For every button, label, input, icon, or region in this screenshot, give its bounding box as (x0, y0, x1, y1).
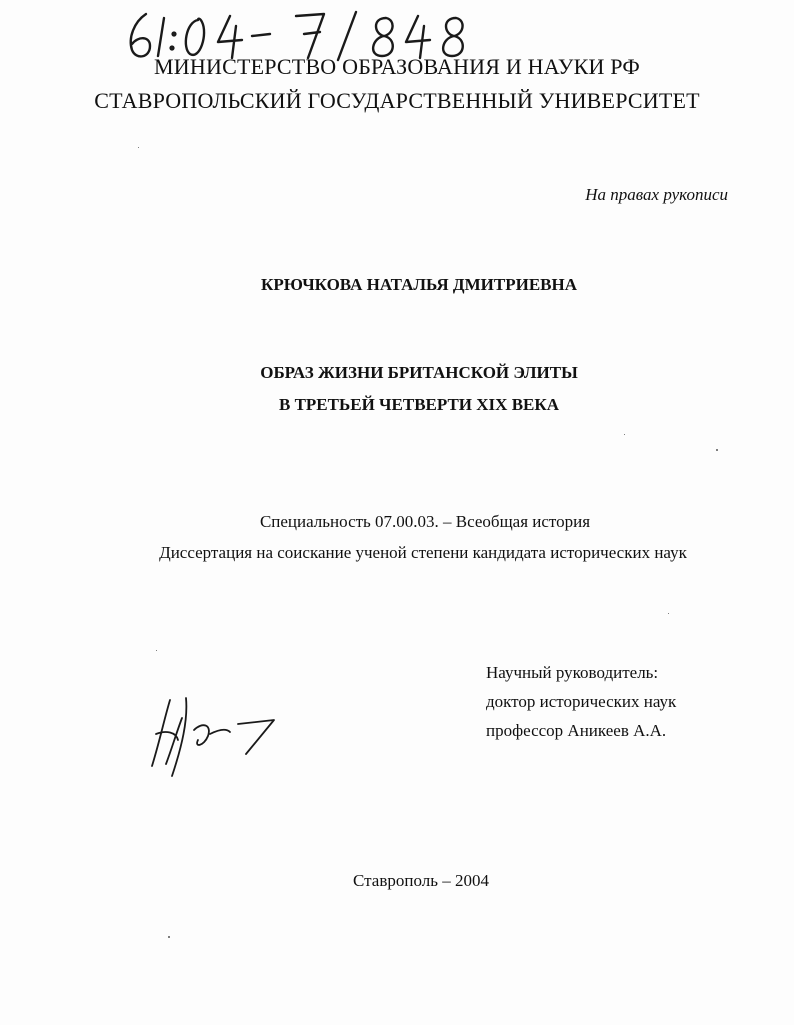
dissertation-title-line-2: В ТРЕТЬЕЙ ЧЕТВЕРТИ XIX ВЕКА (279, 395, 559, 414)
degree-line: Диссертация на соискание ученой степени кандидата исторических наук (159, 543, 687, 562)
scan-speck (168, 936, 170, 938)
university-heading: СТАВРОПОЛЬСКИЙ ГОСУДАРСТВЕННЫЙ УНИВЕРСИТЕТ (94, 88, 700, 113)
scan-speck (668, 613, 669, 614)
author-name: КРЮЧКОВА НАТАЛЬЯ ДМИТРИЕВНА (261, 275, 577, 294)
scan-speck (156, 650, 157, 651)
scan-speck (716, 449, 718, 451)
specialty-line: Специальность 07.00.03. – Всеобщая история (259, 512, 591, 531)
scan-speck (138, 147, 139, 148)
scan-speck (624, 434, 625, 435)
advisor-degree: доктор исторических наук (486, 692, 677, 711)
advisor-label: Научный руководитель: (486, 663, 659, 682)
dissertation-title-line-1: ОБРАЗ ЖИЗНИ БРИТАНСКОЙ ЭЛИТЫ (260, 363, 578, 382)
handwritten-signature (142, 690, 282, 780)
advisor-name: профессор Аникеев А.А. (486, 721, 667, 740)
ministry-heading: МИНИСТЕРСТВО ОБРАЗОВАНИЯ И НАУКИ РФ (154, 54, 640, 79)
city-and-year: Ставрополь – 2004 (353, 871, 489, 890)
manuscript-rights-note: На правах рукописи (585, 185, 728, 204)
